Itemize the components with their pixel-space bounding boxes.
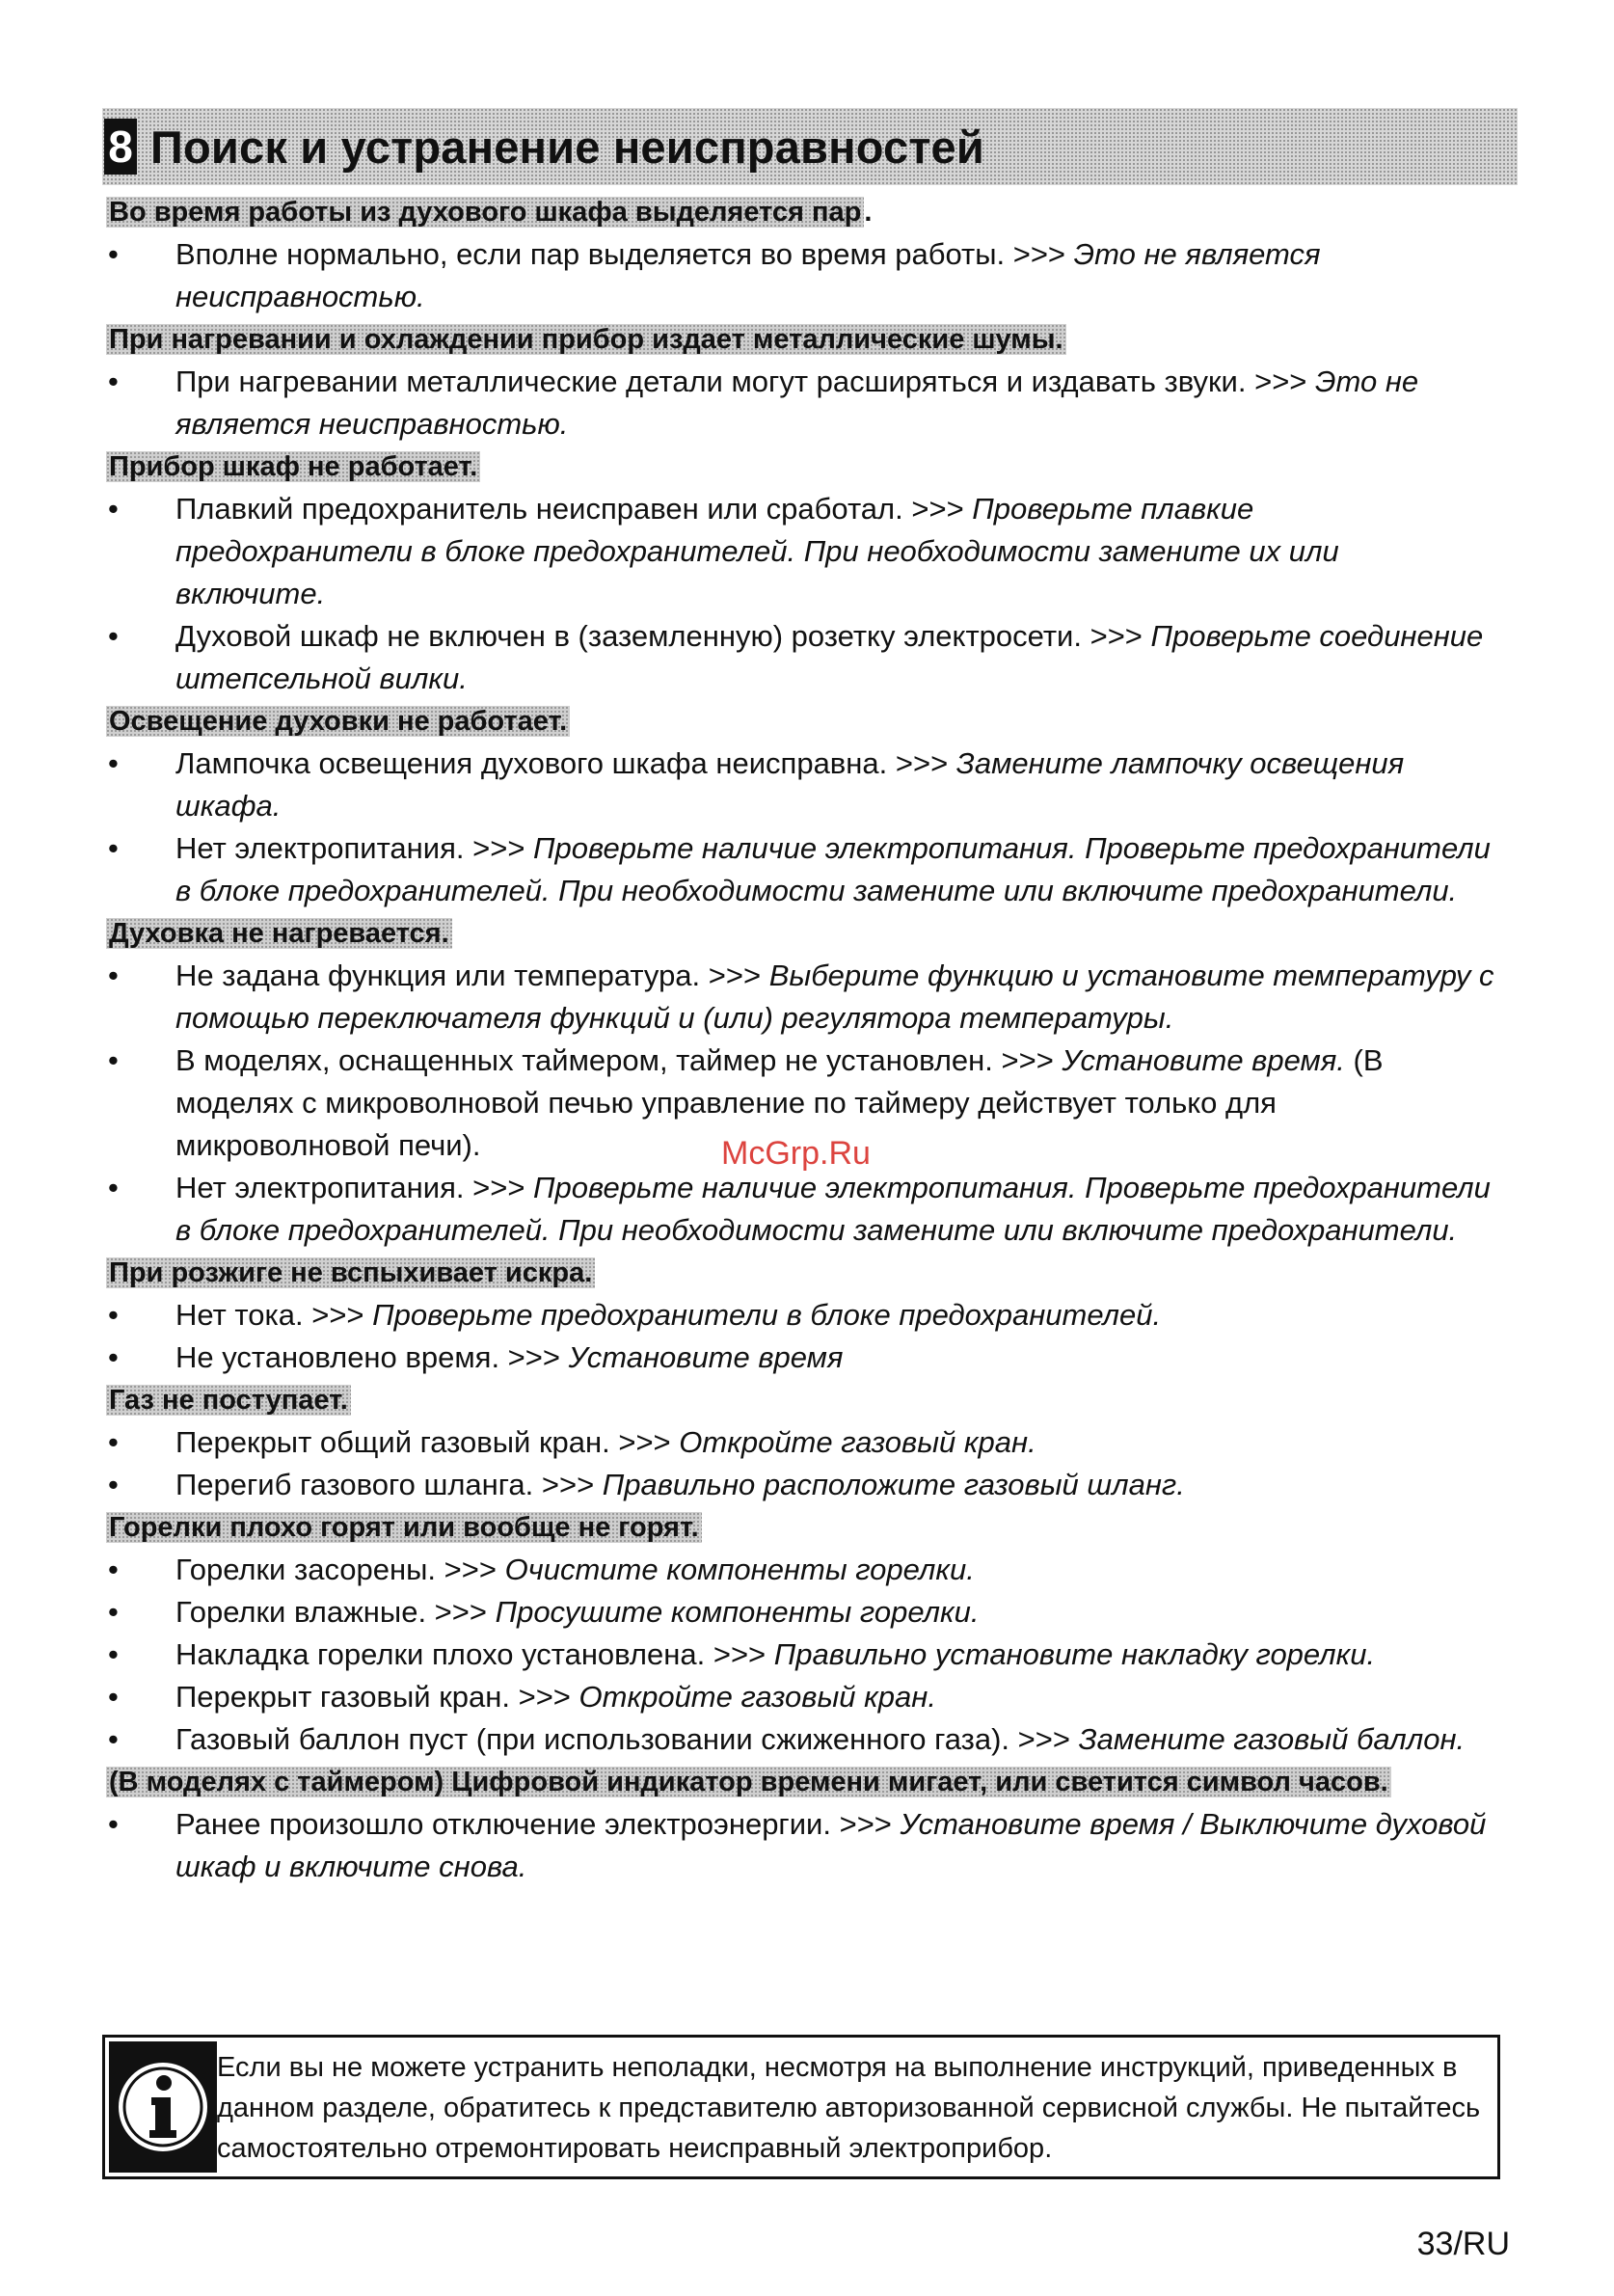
remedy-text: Проверьте наличие электропитания. Проверьте предохранители в блоке предохранителей. При необходимости замените или включите предохранители. [175,1171,1491,1247]
cause-text: Нет тока. >>> [175,1298,373,1332]
list-item [106,1718,1494,1761]
list-item [106,233,1494,318]
cause-text: Горелки влажные. >>> [175,1595,496,1629]
problem-heading-text: (В моделях с таймером) Цифровой индикатор времени мигает, или светится символ часов. [106,1767,1391,1797]
problem-heading [106,446,1494,488]
bullet-icon: • [108,746,119,780]
bullet-icon: • [108,1468,119,1501]
bullet-icon: • [108,1722,119,1756]
problem-heading [106,1379,1494,1421]
bullet-icon: • [108,365,119,398]
cause-text: Перегиб газового шланга. >>> [175,1468,603,1501]
bullet-icon: • [108,1807,119,1841]
list-item [106,1676,1494,1718]
cause-text: Плавкий предохранитель неисправен или сработал. >>> [175,492,973,526]
remedy-text: Проверьте предохранители в блоке предохранителей. [372,1298,1162,1332]
problem-heading-text: Прибор шкаф не работает. [106,451,480,482]
cause-text: Не установлено время. >>> [175,1340,569,1374]
cause-text: Духовой шкаф не включен в (заземленную) розетку электросети. >>> [175,619,1151,653]
problem-heading-text: Во время работы из духового шкафа выделяется пар [106,197,864,228]
problem-heading-text: При розжиге не вспыхивает искра. [106,1257,595,1288]
list-item [106,1337,1494,1379]
list-item [106,743,1494,827]
bullet-icon: • [108,959,119,992]
list-item [106,1803,1494,1888]
remedy-text: Это не является неисправностью. [175,365,1419,441]
cause-text: При нагревании металлические детали могут расширяться и издавать звуки. >>> [175,365,1316,398]
bullet-icon: • [108,1298,119,1332]
cause-text: Накладка горелки плохо установлена. >>> [175,1637,774,1671]
list-item [106,1421,1494,1464]
info-icon [109,2041,217,2173]
cause-text: Нет электропитания. >>> [175,831,534,865]
problem-heading [106,318,1494,361]
cause-text: Вполне нормально, если пар выделяется во время работы. >>> [175,237,1074,271]
section-title-bar [102,108,1518,185]
cause-text: Ранее произошло отключение электроэнергии. >>> [175,1807,901,1841]
bullet-icon: • [108,1553,119,1586]
remedy-text: Проверьте наличие электропитания. Проверьте предохранители в блоке предохранителей. При необходимости замените или включите предохранители. [175,831,1491,907]
note-text: (В моделях с микроволновой печью управление по таймеру действует только для микроволновой печи). [175,1043,1384,1162]
remedy-text: Правильно расположите газовый шланг. [602,1468,1185,1501]
problem-heading-text: Газ не поступает. [106,1385,351,1416]
list-item [106,1634,1494,1676]
problem-heading-suffix: . [864,197,873,228]
remedy-text: Выберите функцию и установите температуру с помощью переключателя функций и (или) регулятора температуры. [175,959,1494,1035]
list-item [106,488,1494,615]
bullet-icon: • [108,1680,119,1714]
list-item [106,1591,1494,1634]
remedy-text: Проверьте соединение штепсельной вилки. [175,619,1484,695]
bullet-icon: • [108,1637,119,1671]
problem-heading [106,912,1494,955]
troubleshooting-list [106,191,1494,1888]
bullet-icon: • [108,492,119,526]
remedy-text: Откройте газовый кран. [578,1680,936,1714]
remedy-text: Проверьте плавкие предохранители в блоке предохранителей. При необходимости замените их или включите. [175,492,1339,610]
remedy-text: Замените газовый баллон. [1078,1722,1466,1756]
cause-text: В моделях, оснащенных таймером, таймер не установлен. >>> [175,1043,1063,1077]
list-item [106,1294,1494,1337]
problem-heading-text: Горелки плохо горят или вообще не горят. [106,1512,702,1543]
remedy-text: Установите время / Выключите духовой шкаф и включите снова. [175,1807,1487,1883]
cause-text: Перекрыт газовый кран. >>> [175,1680,579,1714]
cause-text: Перекрыт общий газовый кран. >>> [175,1425,680,1459]
remedy-text: Просушите компоненты горелки. [495,1595,980,1629]
problem-heading-text: Освещение духовки не работает. [106,706,570,737]
remedy-text: Правильно установите накладку горелки. [773,1637,1376,1671]
list-item [106,615,1494,700]
list-item [106,1549,1494,1591]
remedy-text: Установите время [568,1340,844,1374]
section-number: 8 [104,119,137,175]
problem-heading [106,1761,1494,1803]
info-note-text: Если вы не можете устранить неполадки, несмотря на выполнение инструкций, приведенных в данном разделе, обратитесь к представителю авторизованной сервисной службы. Не пытайтесь самостоятельно отремонтировать неисправный электроприбор. [217,2052,1481,2164]
cause-text: Не задана функция или температура. >>> [175,959,769,992]
info-note-box [102,2035,1500,2179]
bullet-icon: • [108,1340,119,1374]
bullet-icon: • [108,1043,119,1077]
list-item [106,1167,1494,1252]
list-item [106,827,1494,912]
cause-text: Лампочка освещения духового шкафа неисправна. >>> [175,746,956,780]
bullet-icon: • [108,1425,119,1459]
bullet-icon: • [108,237,119,271]
bullet-icon: • [108,619,119,653]
problem-heading-text: При нагревании и охлаждении прибор издает металлические шумы. [106,324,1066,355]
problem-heading-text: Духовка не нагревается. [106,918,452,949]
remedy-text: Замените лампочку освещения шкафа. [175,746,1405,823]
list-item [106,955,1494,1040]
problem-heading [106,700,1494,743]
problem-heading [106,1506,1494,1549]
bullet-icon: • [108,1595,119,1629]
cause-text: Газовый баллон пуст (при использовании сжиженного газа). >>> [175,1722,1079,1756]
problem-heading [106,191,1494,233]
page-title: Поиск и устранение неисправностей [150,121,984,173]
problem-heading [106,1252,1494,1294]
remedy-text: Это не является неисправностью. [175,237,1321,313]
watermark: McGrp.Ru [721,1135,871,1172]
cause-text: Нет электропитания. >>> [175,1171,534,1204]
bullet-icon: • [108,1171,119,1204]
remedy-text: Очистите компоненты горелки. [504,1553,975,1586]
page-number: 33/RU [1416,2226,1510,2262]
bullet-icon: • [108,831,119,865]
list-item [106,361,1494,446]
remedy-text: Откройте газовый кран. [679,1425,1036,1459]
list-item [106,1464,1494,1506]
remedy-text: Установите время. [1062,1043,1345,1077]
cause-text: Горелки засорены. >>> [175,1553,505,1586]
